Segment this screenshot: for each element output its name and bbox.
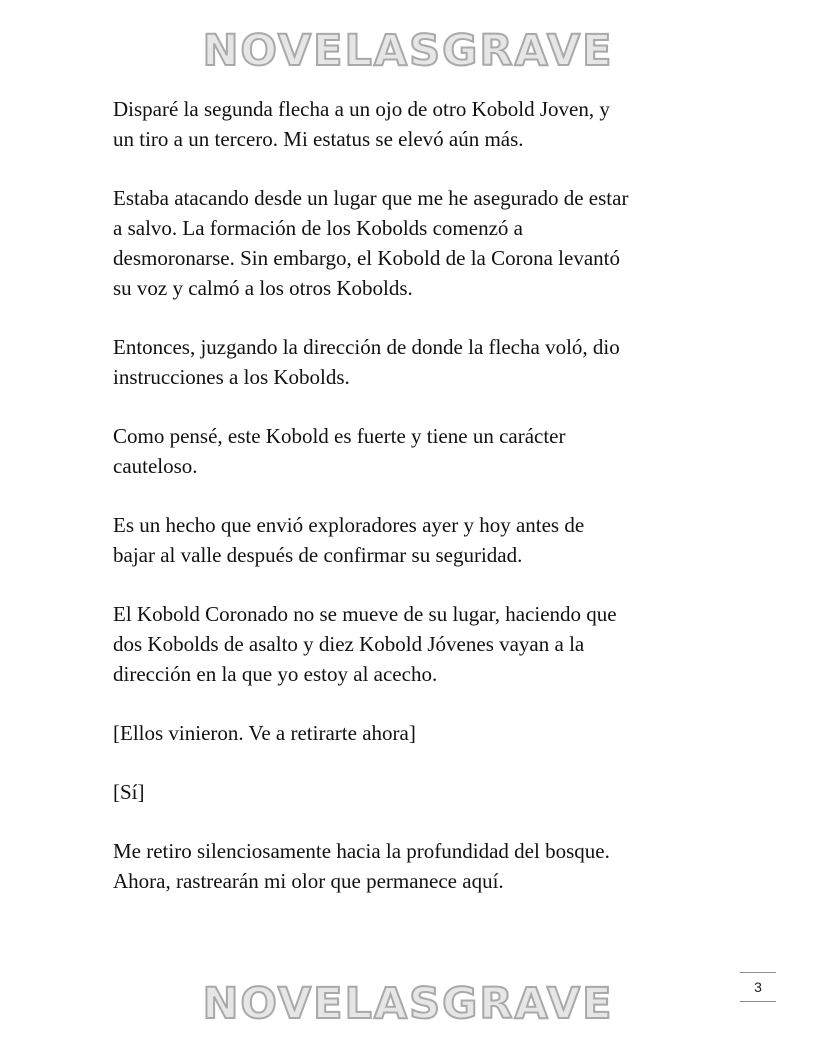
paragraph xyxy=(113,836,713,896)
watermark-bottom: NOVELASGRAVE xyxy=(202,979,614,1029)
text-line: [Sí] xyxy=(113,780,145,804)
paragraph xyxy=(113,94,713,154)
paragraph xyxy=(113,510,713,570)
text-line: cauteloso. xyxy=(113,454,198,478)
text-line: a salvo. La formación de los Kobolds comenzó a xyxy=(113,216,523,240)
text-line: Me retiro silenciosamente hacia la profundidad del bosque. xyxy=(113,839,610,863)
text-line: dos Kobolds de asalto y diez Kobold Jóvenes vayan a la xyxy=(113,632,585,656)
paragraph xyxy=(113,718,713,748)
text-line: Estaba atacando desde un lugar que me he asegurado de estar xyxy=(113,186,629,210)
text-line: instrucciones a los Kobolds. xyxy=(113,365,350,389)
text-line: Ahora, rastrearán mi olor que permanece aquí. xyxy=(113,869,504,893)
paragraph xyxy=(113,599,713,689)
text-line: Disparé la segunda flecha a un ojo de otro Kobold Joven, y xyxy=(113,97,610,121)
text-line: Como pensé, este Kobold es fuerte y tiene un carácter xyxy=(113,424,566,448)
text-line: su voz y calmó a los otros Kobolds. xyxy=(113,276,413,300)
text-line: El Kobold Coronado no se mueve de su lugar, haciendo que xyxy=(113,602,617,626)
paragraph xyxy=(113,421,713,481)
text-line: bajar al valle después de confirmar su seguridad. xyxy=(113,543,523,567)
paragraph xyxy=(113,332,713,392)
text-line: [Ellos vinieron. Ve a retirarte ahora] xyxy=(113,721,416,745)
paragraph xyxy=(113,183,713,303)
page-number: 3 xyxy=(740,972,776,1002)
text-line: Es un hecho que envió exploradores ayer y hoy antes de xyxy=(113,513,585,537)
text-line: Entonces, juzgando la dirección de donde la flecha voló, dio xyxy=(113,335,620,359)
text-line: un tiro a un tercero. Mi estatus se elevó aún más. xyxy=(113,127,524,151)
text-line: dirección en la que yo estoy al acecho. xyxy=(113,662,438,686)
paragraph xyxy=(113,777,713,807)
text-line: desmoronarse. Sin embargo, el Kobold de la Corona levantó xyxy=(113,246,620,270)
body-text xyxy=(113,94,713,925)
watermark-top: NOVELASGRAVE xyxy=(202,26,614,76)
